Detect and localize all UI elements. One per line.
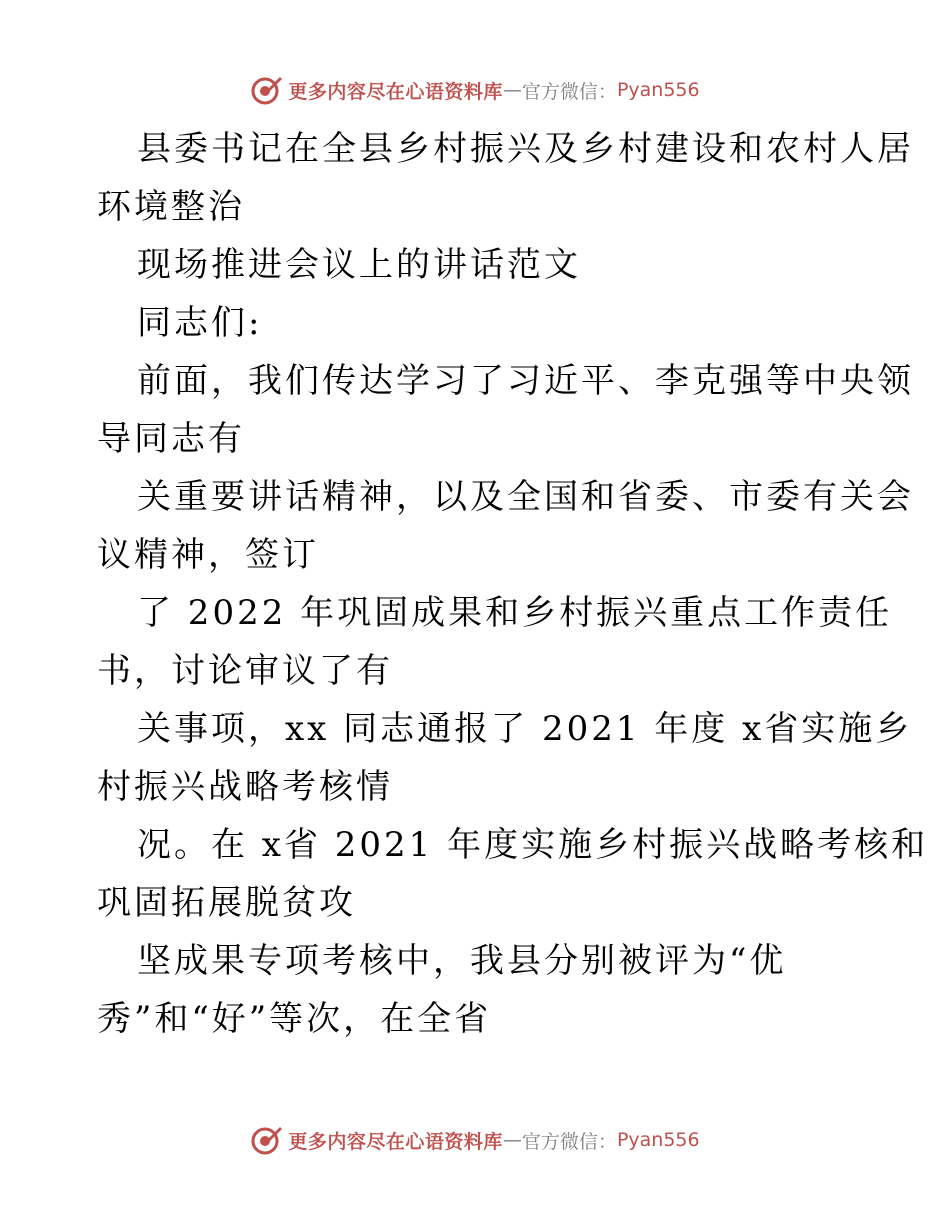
watermark-wechat-id: Pyan556 [616,1129,700,1151]
paragraph-line: 关事项，xx 同志通报了 2021 年度 x省实施乡 [137,709,913,749]
paragraph-line: 秀”和“好”等次，在全省 [97,999,492,1039]
watermark-wechat-label: 官方微信： [521,1130,617,1153]
quill-seal-icon [250,1123,284,1157]
paragraph-line: 况。在 x省 2021 年度实施乡村振兴战略考核和 [137,825,929,865]
watermark-site-text: 更多内容尽在心语资料库 [288,1130,503,1153]
paragraph-line: 现场推进会议上的讲话范文 [137,245,581,285]
watermark-separator: — [502,79,522,101]
watermark-wechat-id: Pyan556 [616,79,700,101]
footer-watermark [0,1122,950,1158]
paragraph-line: 前面，我们传达学习了习近平、李克强等中央领 [137,361,914,401]
paragraph-line: 巩固拓展脱贫攻 [97,883,356,923]
header-watermark [0,72,950,108]
paragraph-line: 了 2022 年巩固成果和乡村振兴重点工作责任 [137,593,893,633]
paragraph-line: 同志们: [137,303,263,343]
paragraph-line: 坚成果专项考核中，我县分别被评为“优 [137,941,787,981]
paragraph-line: 村振兴战略考核情 [97,767,393,807]
document-body [97,120,929,1048]
watermark-site-text: 更多内容尽在心语资料库 [288,80,503,103]
paragraph-line: 环境整治 [97,187,245,227]
quill-seal-icon [250,73,284,107]
paragraph-line: 书，讨论审议了有 [97,651,393,691]
watermark-wechat-label: 官方微信： [521,80,617,103]
paragraph-line: 导同志有 [97,419,245,459]
paragraph-line: 议精神，签订 [97,535,319,575]
watermark-separator: — [502,1129,522,1151]
paragraph-line: 关重要讲话精神，以及全国和省委、市委有关会 [137,477,914,517]
paragraph-line: 县委书记在全县乡村振兴及乡村建设和农村人居 [137,129,914,169]
